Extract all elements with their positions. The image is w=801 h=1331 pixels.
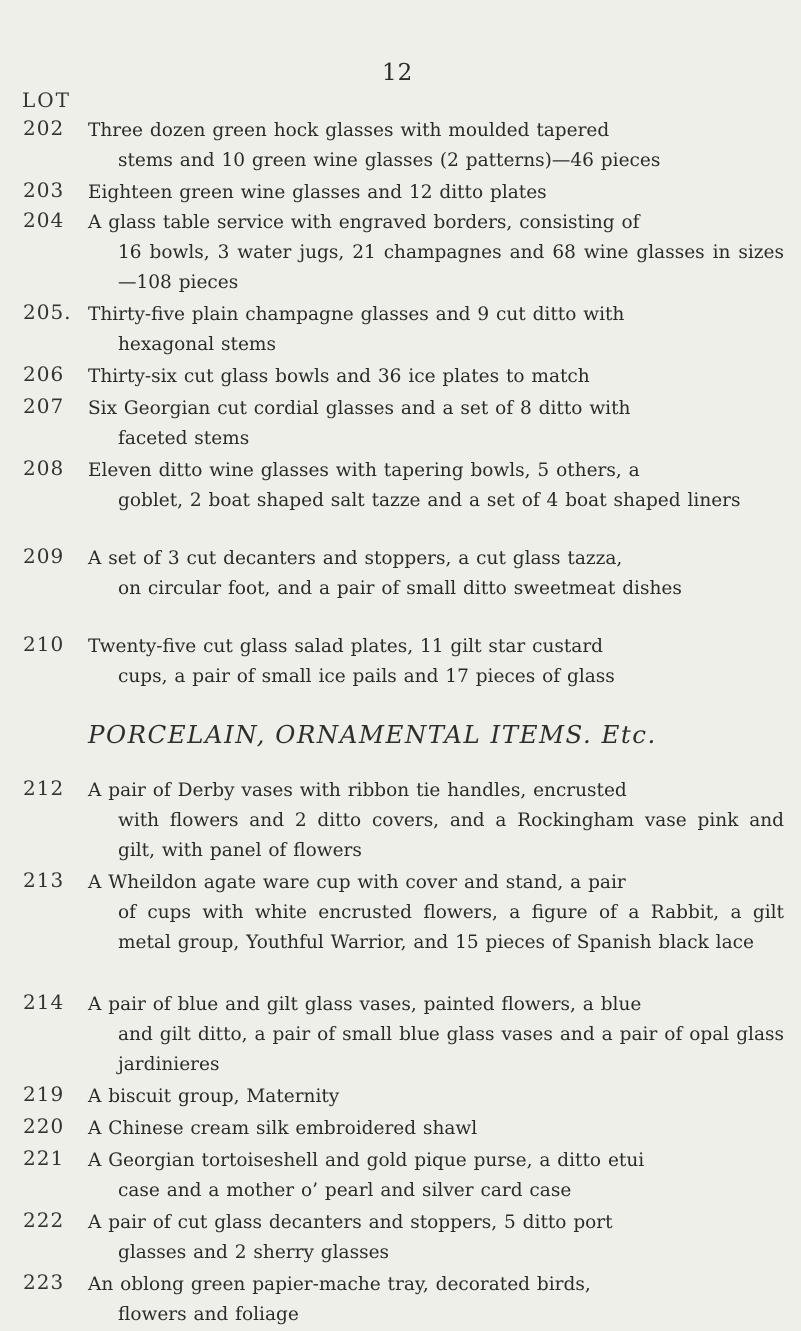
lot-number: 205. [23, 300, 72, 324]
lot-description [88, 1146, 784, 1206]
lot-number: 223 [23, 1270, 65, 1294]
lot-description-continuation: flowers and foliage [118, 1304, 299, 1325]
lot-description-line: A pair of Derby vases with ribbon tie handles, encrusted [88, 780, 627, 801]
lot-description [88, 990, 784, 1080]
lot-description [88, 544, 784, 604]
lot-column-header: LOT [22, 88, 72, 112]
lot-number: 210 [23, 632, 65, 656]
lot-description-continuation: and gilt ditto, a pair of small blue glass vases and a pair of opal glass jardinieres [118, 1024, 784, 1075]
lot-number: 212 [23, 776, 65, 800]
lot-description-line: Eleven ditto wine glasses with tapering bowls, 5 others, a [88, 460, 640, 481]
lot-number: 209 [23, 544, 65, 568]
lot-description-line: A pair of blue and gilt glass vases, painted flowers, a blue [88, 994, 642, 1015]
lot-number: 207 [23, 394, 65, 418]
lot-description-continuation: case and a mother o’ pearl and silver card case [118, 1180, 572, 1201]
lot-description-line: A Georgian tortoiseshell and gold pique purse, a ditto etui [88, 1150, 645, 1171]
lot-description-line: Eighteen green wine glasses and 12 ditto plates [88, 182, 547, 203]
lot-description [88, 868, 784, 958]
lot-description-line: A biscuit group, Maternity [88, 1086, 340, 1107]
lot-description-continuation: 16 bowls, 3 water jugs, 21 champagnes and 68 wine glasses in sizes—108 pieces [118, 242, 784, 293]
lot-description [88, 1114, 784, 1144]
lot-description-line: A pair of cut glass decanters and stoppers, 5 ditto port [88, 1212, 613, 1233]
lot-description [88, 178, 784, 208]
lot-description-continuation: on circular foot, and a pair of small ditto sweetmeat dishes [118, 578, 682, 599]
lot-description [88, 776, 784, 866]
lot-description [88, 1270, 784, 1330]
lot-number: 203 [23, 178, 65, 202]
lot-description-line: Twenty-five cut glass salad plates, 11 gilt star custard [88, 636, 604, 657]
lot-description [88, 1082, 784, 1112]
lot-number: 219 [23, 1082, 65, 1106]
lot-description-line: A Wheildon agate ware cup with cover and stand, a pair [88, 872, 626, 893]
lot-description-line: A set of 3 cut decanters and stoppers, a cut glass tazza, [88, 548, 623, 569]
lot-description-continuation: glasses and 2 sherry glasses [118, 1242, 390, 1263]
lot-description-continuation: hexagonal stems [118, 334, 276, 355]
lot-description [88, 362, 784, 392]
lot-description-continuation: stems and 10 green wine glasses (2 patterns)—46 pieces [118, 150, 661, 171]
lot-number: 204 [23, 208, 65, 232]
lot-description-line: A glass table service with engraved borders, consisting of [88, 212, 640, 233]
lot-number: 208 [23, 456, 65, 480]
lot-description [88, 456, 784, 516]
lot-description-line: An oblong green papier-mache tray, decorated birds, [88, 1274, 591, 1295]
lot-number: 222 [23, 1208, 65, 1232]
lot-number: 202 [23, 116, 65, 140]
lot-description [88, 394, 784, 454]
lot-description-line: Six Georgian cut cordial glasses and a set of 8 ditto with [88, 398, 631, 419]
lot-description-line: Thirty-six cut glass bowls and 36 ice plates to match [88, 366, 590, 387]
lot-description-continuation: with flowers and 2 ditto covers, and a Rockingham vase pink and gilt, with panel of flowers [118, 810, 784, 861]
lot-number: 206 [23, 362, 65, 386]
lot-number: 214 [23, 990, 65, 1014]
lot-description-line: Thirty-five plain champagne glasses and 9 cut ditto with [88, 304, 625, 325]
lot-description-line: A Chinese cream silk embroidered shawl [88, 1118, 478, 1139]
lot-number: 213 [23, 868, 65, 892]
lot-description-continuation: faceted stems [118, 428, 250, 449]
lot-number: 221 [23, 1146, 65, 1170]
lot-description-continuation: of cups with white encrusted flowers, a figure of a Rabbit, a gilt metal group, Youthful Warrior, and 15 pieces of Spanish black lace [118, 902, 784, 953]
lot-number: 220 [23, 1114, 65, 1138]
lot-description [88, 116, 784, 176]
page-number: 12 [382, 60, 414, 86]
lot-description [88, 300, 784, 360]
lot-description-continuation: cups, a pair of small ice pails and 17 pieces of glass [118, 666, 615, 687]
lot-description [88, 1208, 784, 1268]
lot-description [88, 632, 784, 692]
lot-description-line: Three dozen green hock glasses with moulded tapered [88, 120, 610, 141]
section-heading: PORCELAIN, ORNAMENTAL ITEMS. Etc. [88, 720, 657, 749]
lot-description [88, 208, 784, 298]
lot-description-continuation: goblet, 2 boat shaped salt tazze and a set of 4 boat shaped liners [118, 490, 741, 511]
